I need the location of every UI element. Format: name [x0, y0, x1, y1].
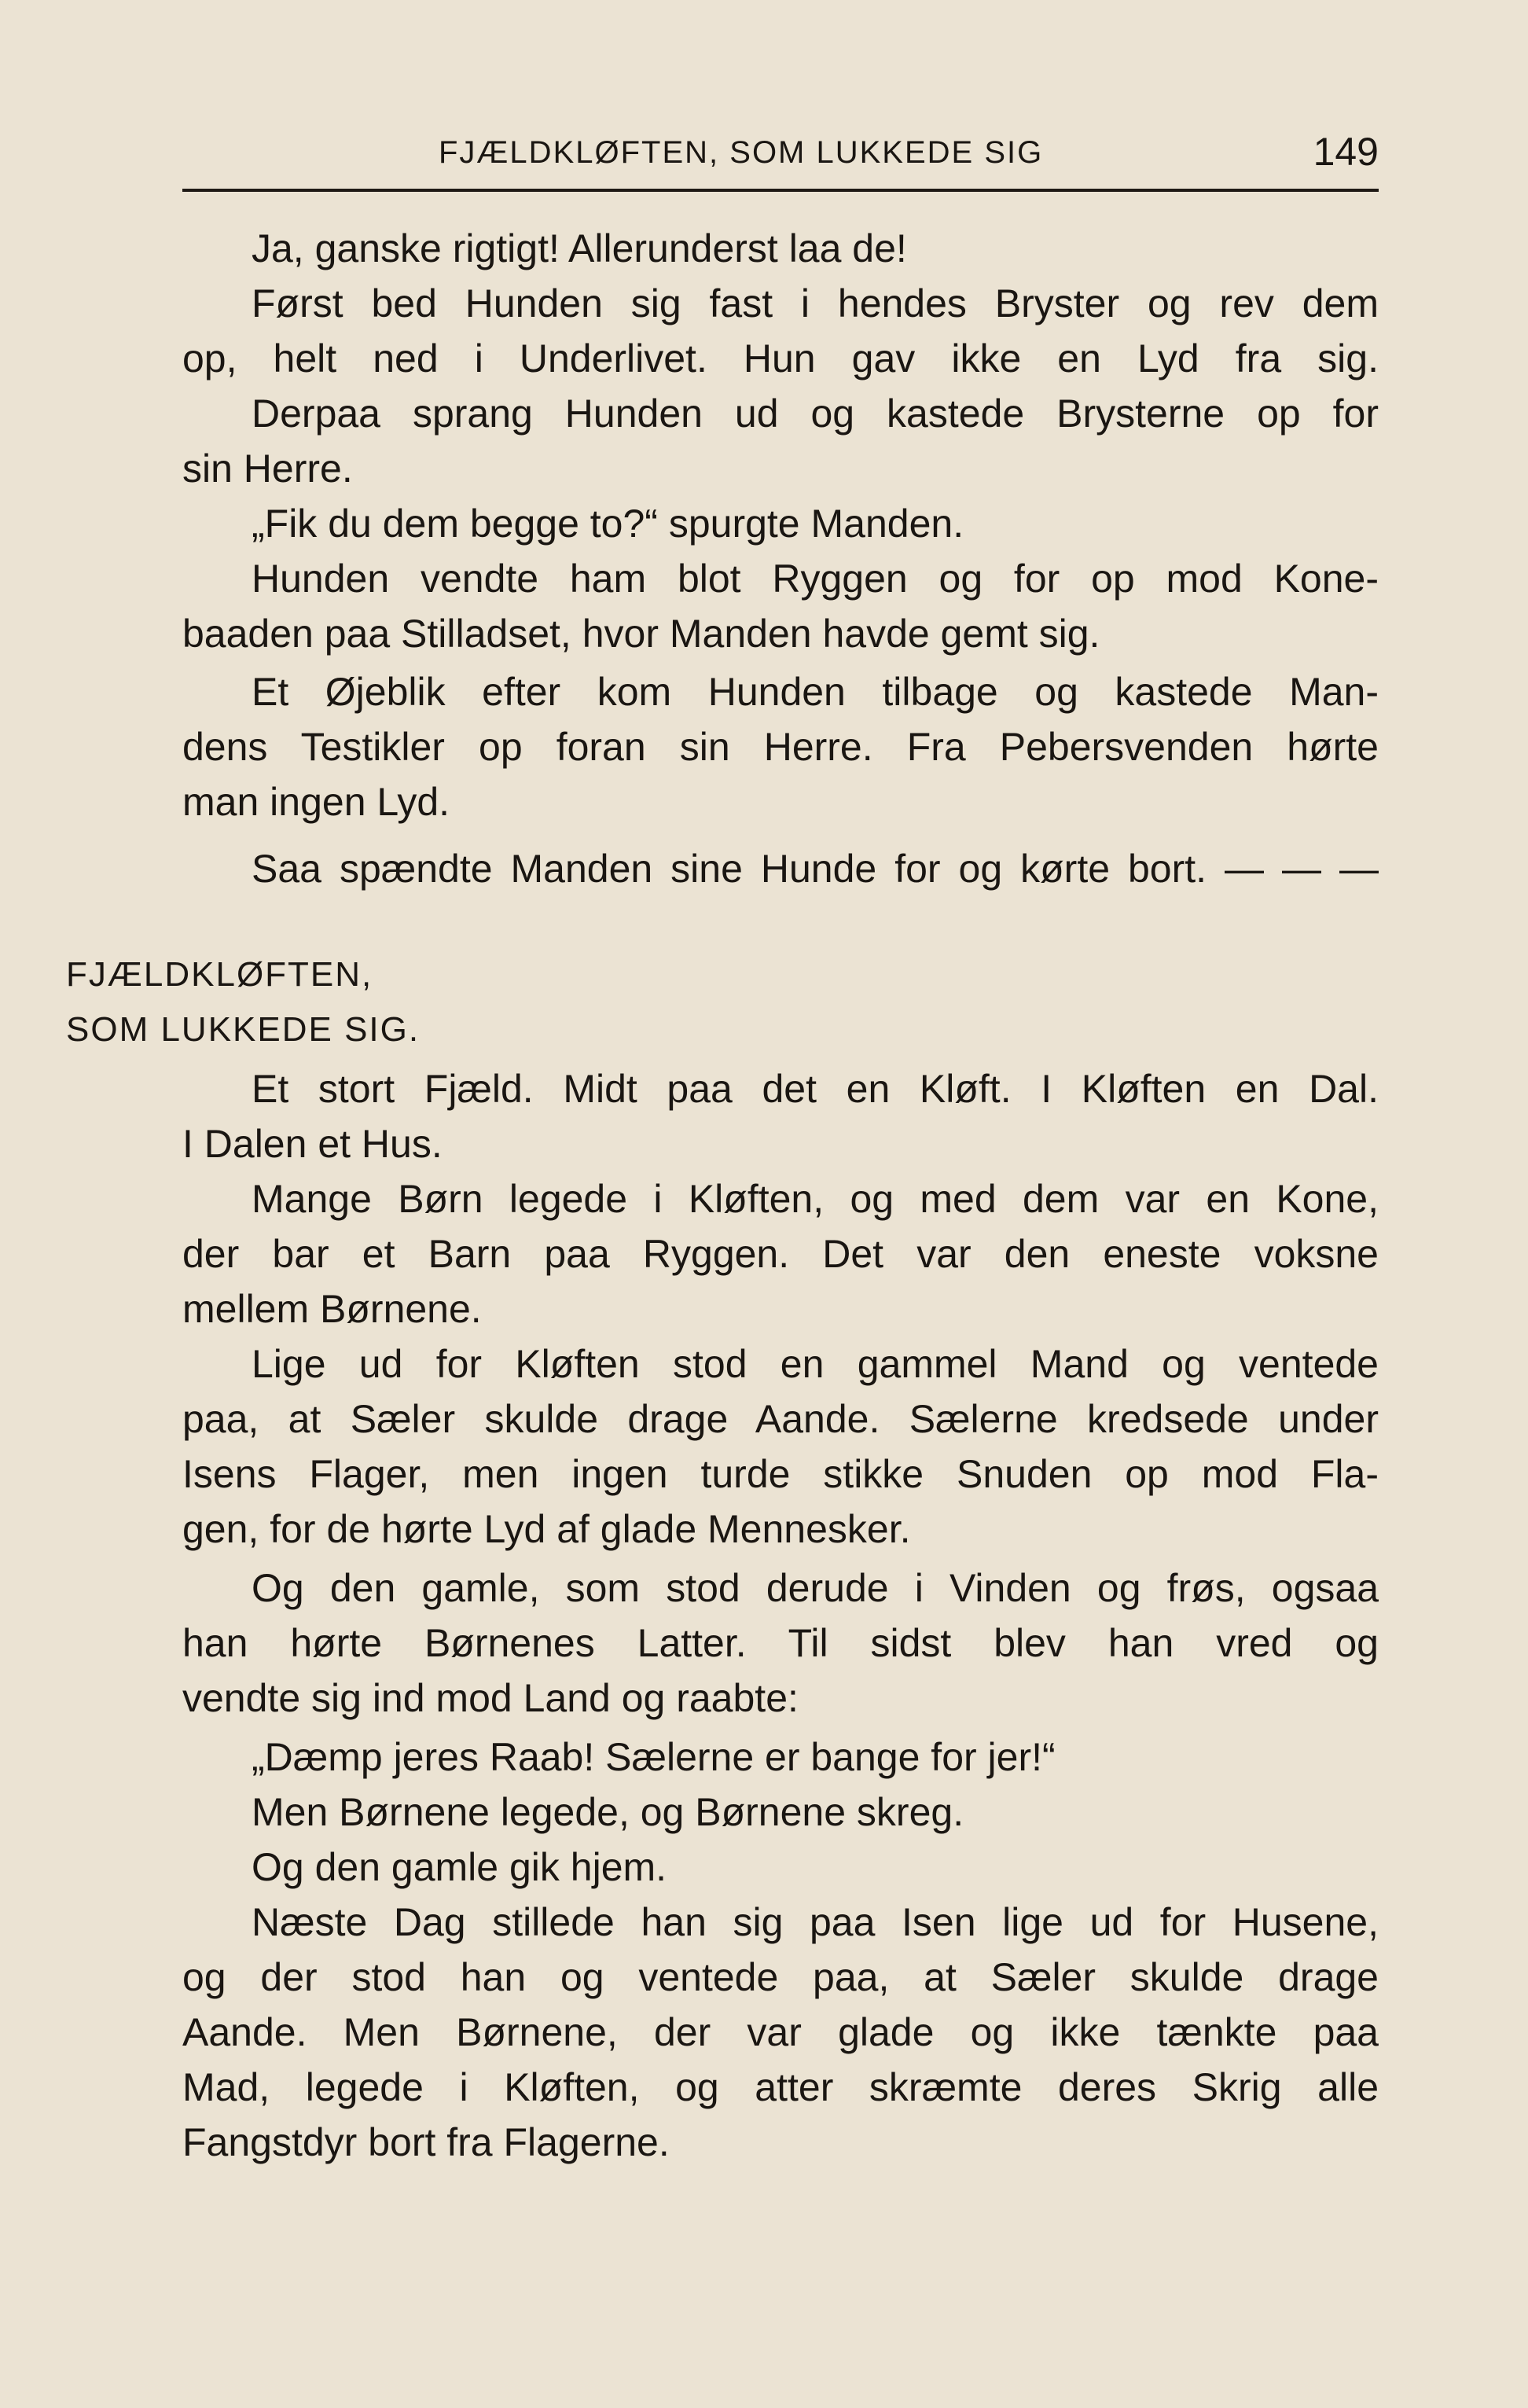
- text-line: Et Øjeblik efter kom Hunden tilbage og kastede Man-: [252, 670, 1379, 714]
- section-heading-line-2: SOM LUKKEDE SIG.: [66, 1010, 421, 1049]
- text-line: Først bed Hunden sig fast i hendes Bryster og rev dem: [252, 281, 1379, 325]
- text-line: dens Testikler op foran sin Herre. Fra Pebersvenden hørte: [182, 725, 1379, 769]
- text-line: vendte sig ind mod Land og raabte:: [182, 1676, 799, 1720]
- text-line: Aande. Men Børnene, der var glade og ikke tænkte paa: [182, 2010, 1379, 2054]
- text-line: op, helt ned i Underlivet. Hun gav ikke en Lyd fra sig.: [182, 336, 1379, 381]
- text-line: Et stort Fjæld. Midt paa det en Kløft. I Kløften en Dal.: [252, 1067, 1379, 1111]
- text-line: Hunden vendte ham blot Ryggen og for op mod Kone-: [252, 557, 1379, 601]
- text-line: der bar et Barn paa Ryggen. Det var den eneste voksne: [182, 1232, 1379, 1276]
- text-line: paa, at Sæler skulde drage Aande. Sælerne kredsede under: [182, 1397, 1379, 1441]
- text-line: Næste Dag stillede han sig paa Isen lige ud for Husene,: [252, 1900, 1379, 1944]
- text-line: mellem Børnene.: [182, 1287, 482, 1331]
- text-line: Og den gamle, som stod derude i Vinden og frøs, ogsaa: [252, 1566, 1379, 1610]
- text-line: sin Herre.: [182, 447, 353, 491]
- text-line: Og den gamle gik hjem.: [252, 1845, 667, 1889]
- text-line: Derpaa sprang Hunden ud og kastede Brysterne op for: [252, 392, 1379, 436]
- text-line: „Fik du dem begge to?“ spurgte Manden.: [252, 502, 964, 546]
- text-line: Mange Børn legede i Kløften, og med dem var en Kone,: [252, 1177, 1379, 1221]
- text-line: Mad, legede i Kløften, og atter skræmte deres Skrig alle: [182, 2065, 1379, 2109]
- text-line: Men Børnene legede, og Børnene skreg.: [252, 1790, 964, 1834]
- text-line: gen, for de hørte Lyd af glade Mennesker.: [182, 1507, 911, 1551]
- text-line: I Dalen et Hus.: [182, 1122, 443, 1166]
- text-line: Isens Flager, men ingen turde stikke Snuden op mod Fla-: [182, 1452, 1379, 1496]
- text-line: man ingen Lyd.: [182, 780, 450, 824]
- running-header: [182, 126, 1379, 192]
- text-line: Saa spændte Manden sine Hunde for og kørte bort. — — —: [252, 847, 1379, 891]
- text-line: „Dæmp jeres Raab! Sælerne er bange for jer!“: [252, 1735, 1056, 1779]
- running-title: FJÆLDKLØFTEN, SOM LUKKEDE SIG: [439, 135, 1044, 170]
- text-line: baaden paa Stilladset, hvor Manden havde gemt sig.: [182, 612, 1100, 656]
- text-line: Fangstdyr bort fra Flagerne.: [182, 2120, 670, 2164]
- section-heading-line-1: FJÆLDKLØFTEN,: [66, 955, 373, 994]
- text-line: Ja, ganske rigtigt! Allerunderst laa de!: [252, 226, 907, 270]
- text-line: og der stod han og ventede paa, at Sæler skulde drage: [182, 1955, 1379, 1999]
- text-line: han hørte Børnenes Latter. Til sidst blev han vred og: [182, 1621, 1379, 1665]
- page-number: 149: [1313, 130, 1379, 174]
- text-line: Lige ud for Kløften stod en gammel Mand og ventede: [252, 1342, 1379, 1386]
